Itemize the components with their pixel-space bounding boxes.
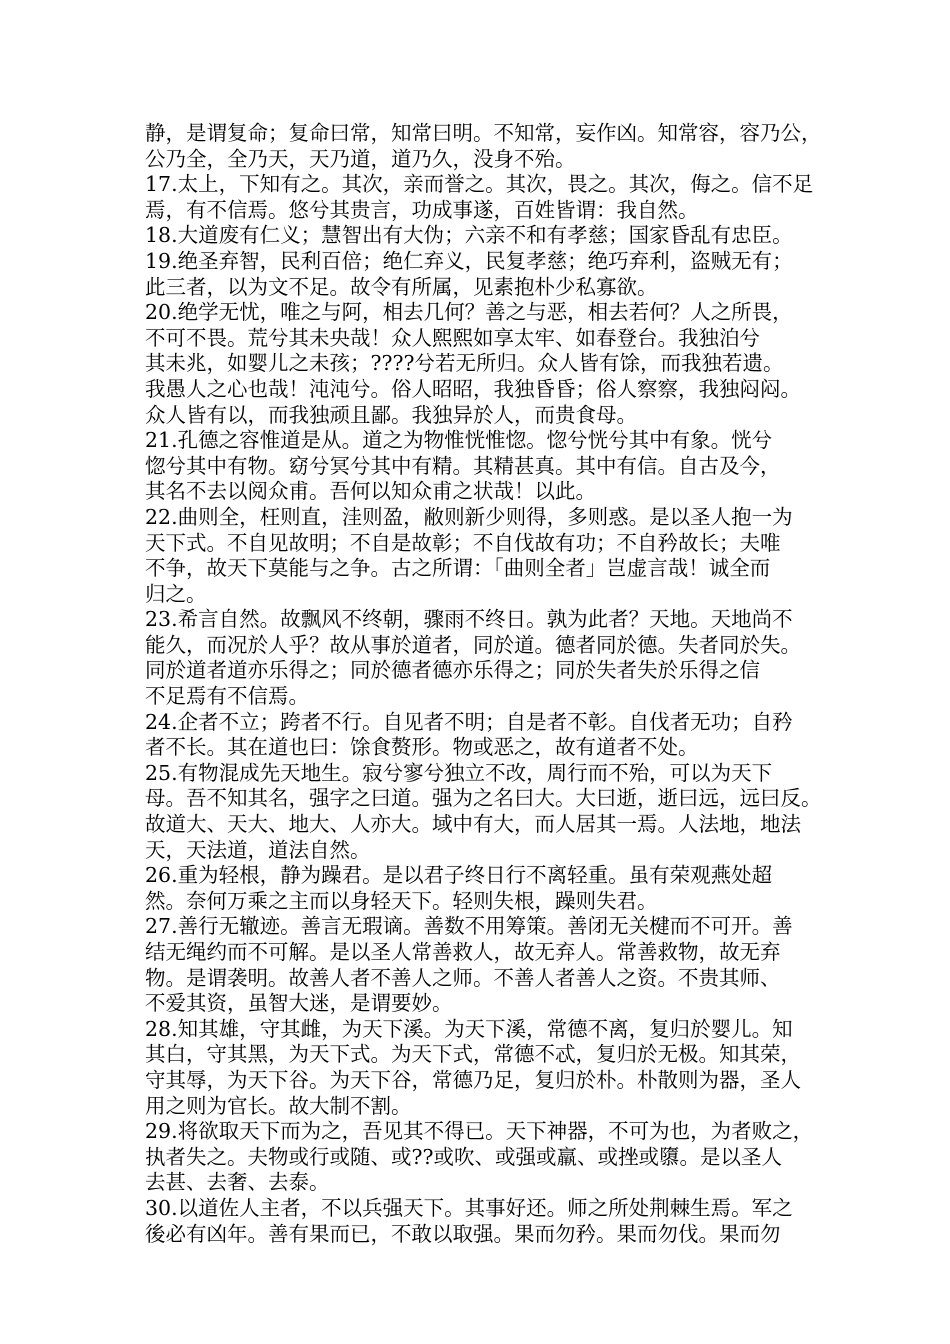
- text-line: 19.绝圣弃智，民利百倍；绝仁弃义，民复孝慈；绝巧弃利，盗贼无有；: [145, 248, 793, 273]
- text-line: 天，天法道，道法自然。: [145, 837, 371, 862]
- text-line: 23.希言自然。故飘风不终朝，骤雨不终日。孰为此者？天地。天地尚不: [145, 607, 793, 632]
- text-line: 此三者，以为文不足。故令有所属，见素抱朴少私寡欲。: [145, 274, 658, 299]
- text-line: 17.太上，下知有之。其次，亲而誉之。其次，畏之。其次，侮之。信不足: [145, 172, 814, 197]
- document-body: [145, 121, 822, 1247]
- text-line: 者不长。其在道也曰：馀食赘形。物或恶之，故有道者不处。: [145, 735, 699, 760]
- text-line: 26.重为轻根，静为躁君。是以君子终日行不离轻重。虽有荣观燕处超: [145, 863, 773, 888]
- text-line: 结无绳约而不可解。是以圣人常善救人，故无弃人。常善救物，故无弃: [145, 940, 781, 964]
- text-line: 天下式。不自见故明；不自是故彰；不自伐故有功；不自矜故长；夫唯: [145, 530, 781, 555]
- text-line: 22.曲则全，枉则直，洼则盈，敝则新少则得，多则惑。是以圣人抱一为: [145, 504, 793, 529]
- text-line: 故道大、天大、地大、人亦大。域中有大，而人居其一焉。人法地，地法: [145, 812, 801, 837]
- text-line: 用之则为官长。故大制不割。: [145, 1093, 412, 1118]
- text-line: 21.孔德之容惟道是从。道之为物惟恍惟惚。惚兮恍兮其中有象。恍兮: [145, 428, 773, 453]
- text-line: 不争，故天下莫能与之争。古之所谓：「曲则全者」岂虚言哉！诚全而: [145, 556, 771, 581]
- text-line: 母。吾不知其名，强字之曰道。强为之名曰大。大曰逝，逝曰远，远曰反。: [145, 786, 822, 811]
- text-line: 去甚、去奢、去泰。: [145, 1170, 330, 1195]
- text-line: 静，是谓复命；复命曰常，知常曰明。不知常，妄作凶。知常容，容乃公，: [145, 121, 822, 145]
- text-line: 焉，有不信焉。悠兮其贵言，功成事遂，百姓皆谓：我自然。: [145, 197, 699, 222]
- text-line: 18.大道废有仁义；慧智出有大伪；六亲不和有孝慈；国家昏乱有忠臣。: [145, 223, 793, 248]
- text-line: 其未兆，如婴儿之未孩；????兮若无所归。众人皆有馀，而我独若遗。: [145, 351, 784, 376]
- text-line: 惚兮其中有物。窈兮冥兮其中有精。其精甚真。其中有信。自古及今，: [145, 453, 781, 478]
- text-line: 25.有物混成先天地生。寂兮寥兮独立不改，周行而不殆，可以为天下: [145, 760, 773, 785]
- text-line: 物。是谓袭明。故善人者不善人之师。不善人者善人之资。不贵其师、: [145, 965, 781, 990]
- text-line: 公乃全，全乃天，天乃道，道乃久，没身不殆。: [145, 146, 576, 171]
- text-line: 守其辱，为天下谷。为天下谷，常德乃足，复归於朴。朴散则为器，圣人: [145, 1067, 801, 1092]
- text-line: 然。奈何万乘之主而以身轻天下。轻则失根，躁则失君。: [145, 888, 658, 913]
- text-line: 同於道者道亦乐得之；同於德者德亦乐得之；同於失者失於乐得之信: [145, 658, 760, 683]
- text-line: 後必有凶年。善有果而已，不敢以取强。果而勿矜。果而勿伐。果而勿: [145, 1221, 781, 1246]
- text-line: 归之。: [145, 581, 207, 606]
- text-line: 不足焉有不信焉。: [145, 684, 309, 709]
- text-line: 30.以道佐人主者，不以兵强天下。其事好还。师之所处荆棘生焉。军之: [145, 1195, 793, 1220]
- text-line: 其名不去以阅众甫。吾何以知众甫之状哉！以此。: [145, 479, 596, 504]
- text-line: 不可不畏。荒兮其未央哉！众人熙熙如享太牢、如春登台。我独泊兮: [145, 325, 760, 350]
- text-line: 我愚人之心也哉！沌沌兮。俗人昭昭，我独昏昏；俗人察察，我独闷闷。: [145, 376, 801, 401]
- text-line: 29.将欲取天下而为之，吾见其不得已。天下神器，不可为也，为者败之，: [145, 1119, 814, 1144]
- text-line: 27.善行无辙迹。善言无瑕谪。善数不用筹策。善闭无关楗而不可开。善: [145, 914, 793, 939]
- text-line: 20.绝学无忧，唯之与阿，相去几何？善之与恶，相去若何？人之所畏，: [145, 300, 793, 325]
- text-line: 24.企者不立；跨者不行。自见者不明；自是者不彰。自伐者无功；自矜: [145, 709, 793, 734]
- text-line: 众人皆有以，而我独顽且鄙。我独异於人，而贵食母。: [145, 402, 637, 427]
- text-line: 28.知其雄，守其雌，为天下溪。为天下溪，常德不离，复归於婴儿。知: [145, 1016, 793, 1041]
- text-line: 不爱其资，虽智大迷，是谓要妙。: [145, 991, 453, 1016]
- text-line: 其白，守其黑，为天下式。为天下式，常德不忒，复归於无极。知其荣，: [145, 1042, 801, 1067]
- text-line: 执者失之。夫物或行或随、或??或吹、或强或羸、或挫或隳。是以圣人: [145, 1144, 782, 1169]
- text-line: 能久，而况於人乎？故从事於道者，同於道。德者同於德。失者同於失。: [145, 632, 801, 657]
